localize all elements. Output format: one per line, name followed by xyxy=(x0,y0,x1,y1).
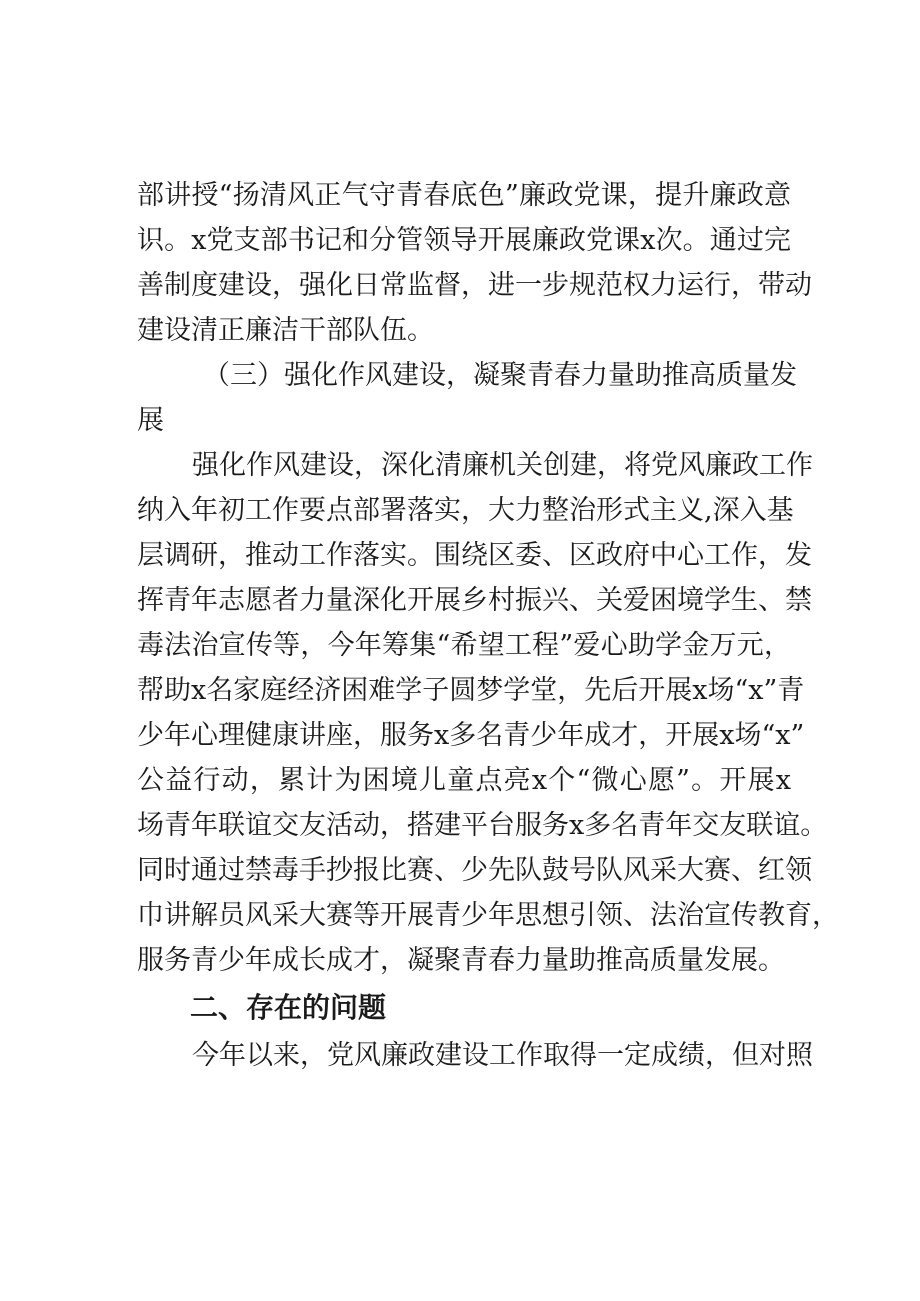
paragraph-line: 识。x党支部书记和分管领导开展廉政党课x次。通过完 xyxy=(137,225,791,256)
subsection-heading-line: （三）强化作风建设，凝聚青春力量助推高质量发 xyxy=(203,360,797,391)
paragraph-line: 善制度建设，强化日常监督，进一步规范权力运行，带动 xyxy=(137,270,812,301)
paragraph-line: 场青年联谊交友活动，搭建平台服务x多名青年交友联谊。 xyxy=(137,810,828,841)
paragraph-line: 部讲授“扬清风正气守青春底色”廉政党课，提升廉政意 xyxy=(137,180,791,211)
paragraph-line: 挥青年志愿者力量深化开展乡村振兴、关爱困境学生、禁 xyxy=(137,585,812,616)
paragraph-line: 少年心理健康讲座，服务x多名青少年成才，开展x场“x” xyxy=(137,720,805,751)
paragraph-line: 同时通过禁毒手抄报比赛、少先队鼓号队风采大赛、红领 xyxy=(137,855,812,886)
paragraph-line: 巾讲解员风采大赛等开展青少年思想引领、法治宣传教育， xyxy=(137,900,839,931)
paragraph-line: 今年以来，党风廉政建设工作取得一定成绩，但对照 xyxy=(192,1040,813,1071)
paragraph-line: 服务青少年成长成才，凝聚青春力量助推高质量发展。 xyxy=(137,945,785,976)
paragraph-line: 纳入年初工作要点部署落实，大力整治形式主义,深入基 xyxy=(137,495,794,526)
paragraph-line: 强化作风建设，深化清廉机关创建，将党风廉政工作 xyxy=(192,450,813,481)
paragraph-line: 毒法治宣传等，今年筹集“希望工程”爱心助学金万元， xyxy=(137,630,791,661)
section-heading: 二、存在的问题 xyxy=(190,991,387,1024)
paragraph-line: 建设清正廉洁干部队伍。 xyxy=(137,315,434,346)
subsection-heading-line: 展 xyxy=(137,405,164,436)
paragraph-line: 层调研，推动工作落实。围绕区委、区政府中心工作，发 xyxy=(137,540,812,571)
paragraph-line: 帮助x名家庭经济困难学子圆梦学堂，先后开展x场“x”青 xyxy=(137,675,805,706)
paragraph-line: 公益行动，累计为困境儿童点亮x个“微心愿”。开展x xyxy=(137,765,791,796)
